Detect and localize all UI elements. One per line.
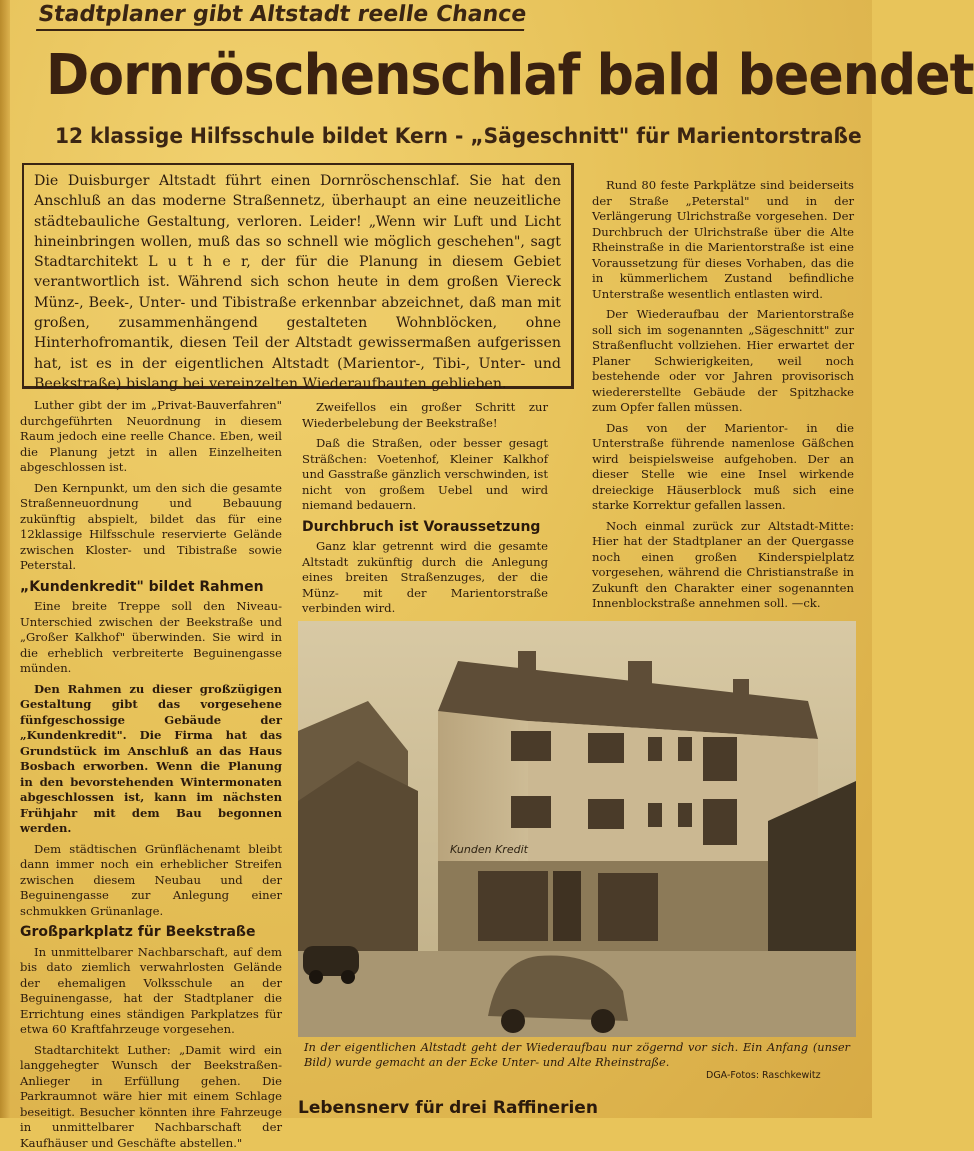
- lead-paragraph: Die Duisburger Altstadt führt einen Dornröschenschlaf. Sie hat den Anschluß an das moderne Straßennetz, überhaupt an eine neuzeitliche städtebauliche Gestaltung, verloren. Leider! „Wenn wir Luft und Licht hineinbringen wollen, muß das so schnell wie möglich geschehen", sagt Stadtarchitekt L u t h e r, der für die Planung in diesem Gebiet verantwortlich ist. Während sich schon heute in dem großen Viereck Münz-, Beek-, Unter- und Tibistraße erkennbar abzeichnet, daß man mit großen, zusammenhängend gestalteten Wohnblöcken, ohne Hinterhofromantik, diesen Teil der Altstadt gewissermaßen aufgerissen hat, ist es in der eigentlichen Altstadt (Marientor-, Tibi-, Unter- und Beekstraße) bislang bei vereinzelten Wiederaufbauten geblieben.: [22, 163, 574, 389]
- paragraph: Das von der Marientor- in die Unterstraße führende namenlose Gäßchen wird beispielsweise aufgehoben. Der an dieser Stelle wie eine Insel wirkende dreieckige Häuserblock muß sich eine starke Korrektur gefallen lassen.: [592, 421, 854, 514]
- paragraph: Der Wiederaufbau der Marientorstraße soll sich im sogenannten „Sägeschnitt" zur Straßenflucht vollziehen. Hier erwartet der Planer Schwierigkeiten, weil noch bestehende oder vor Jahren provisorisch wiedererstellte Gebäude der Spitzhacke zum Opfer fallen müssen.: [592, 307, 854, 416]
- paragraph: Den Rahmen zu dieser großzügigen Gestaltung gibt das vorgesehene fünfgeschossige Gebäude der „Kundenkredit". Die Firma hat das Grundstück im Anschluß an das Haus Bosbach erworben. Wenn die Planung in den bevorstehenden Wintermonaten abgeschlossen ist, kann im nächsten Frühjahr mit dem Bau begonnen werden.: [20, 682, 282, 837]
- section-heading: „Kundenkredit" bildet Rahmen: [20, 580, 282, 596]
- headline: Dornröschenschlaf bald beendet: [46, 44, 790, 108]
- subheadline: 12 klassige Hilfsschule bildet Kern - „Sägeschnitt" für Marientorstraße: [55, 124, 804, 148]
- paragraph: Luther gibt der im „Privat-Bauverfahren" durchgeführten Neuordnung in diesem Raum jedoch eine reelle Chance. Eben, weil die Planung jetzt in allen Einzelheiten abgeschlossen ist.: [20, 398, 282, 476]
- paragraph: Eine breite Treppe soll den Niveau-Unterschied zwischen der Beekstraße und „Großer Kalkhof" überwinden. Sie wird in die erheblich verbreiterte Beguinengasse münden.: [20, 599, 282, 677]
- paragraph: Ganz klar getrennt wird die gesamte Altstadt zukünftig durch die Anlegung eines breiten Straßenzuges, der die Münz- mit der Marientorstraße verbinden wird.: [302, 539, 548, 617]
- section-heading: Großparkplatz für Beekstraße: [20, 925, 282, 941]
- paragraph: Stadtarchitekt Luther: „Damit wird ein langgehegter Wunsch der Beekstraßen-Anlieger in Erfüllung gehen. Die Parkraumnot wäre hier mit einem Schlage beseitigt. Besucher könnten ihre Fahrzeuge in unmittelbarer Nachbarschaft der Kaufhäuser und Geschäfte abstellen.": [20, 1043, 282, 1151]
- column-right: [592, 178, 854, 618]
- paragraph: In unmittelbarer Nachbarschaft, auf dem bis dato ziemlich verwahrlosten Gelände der ehemaligen Volksschule an der Beguinengasse, hat der Stadtplaner die Errichtung eines ständigen Parkplatzes für etwa 60 Kraftfahrzeuge vorgesehen.: [20, 945, 282, 1038]
- paragraph: Zweifellos ein großer Schritt zur Wiederbelebung der Beekstraße!: [302, 400, 548, 431]
- next-article-headline: Lebensnerv für drei Raffinerien: [298, 1098, 598, 1118]
- bold-block: [20, 682, 282, 837]
- photo-image: [298, 621, 856, 1037]
- street-photo: [298, 621, 856, 1037]
- column-middle: [302, 400, 548, 610]
- photo-caption: In der eigentlichen Altstadt geht der Wiederaufbau nur zögernd vor sich. Ein Anfang (unser Bild) wurde gemacht an der Ecke Unter- und Alte Rheinstraße.: [304, 1040, 850, 1070]
- photo-credit: DGA-Fotos: Raschkewitz: [706, 1070, 821, 1081]
- paragraph: Noch einmal zurück zur Altstadt-Mitte: Hier hat der Stadtplaner an der Quergasse noch einen großen Kinderspielplatz vorgesehen, während die Christianstraße in Zukunft den Charakter einer sogenannten Innenblockstraße annehmen soll. —ck.: [592, 519, 854, 612]
- page-edge: [0, 0, 10, 1118]
- shop-sign: Kunden Kredit: [450, 843, 529, 856]
- paragraph: Den Kernpunkt, um den sich die gesamte Straßenneuordnung und Bebauung zukünftig abspielt, bildet das für eine 12klassige Hilfsschule reservierte Gelände zwischen Kloster- und Tibistraße sowie Peterstal.: [20, 481, 282, 574]
- paragraph: Daß die Straßen, oder besser gesagt Sträßchen: Voetenhof, Kleiner Kalkhof und Gasstraße gänzlich verschwinden, ist nicht von großem Uebel und wird niemand bedauern.: [302, 436, 548, 514]
- column-left: [20, 398, 282, 1098]
- kicker: Stadtplaner gibt Altstadt reelle Chance: [36, 2, 528, 31]
- paragraph: Rund 80 feste Parkplätze sind beiderseits der Straße „Peterstal" und in der Verlängerung Ulrichstraße vorgesehen. Der Durchbruch der Ulrichstraße über die Alte Rheinstraße in die Marientorstraße ist eine Voraussetzung für dieses Vorhaben, das die in kümmerlichem Zustand befindliche Unterstraße wesentlich entlasten wird.: [592, 178, 854, 302]
- section-heading: Durchbruch ist Voraussetzung: [302, 520, 548, 536]
- paragraph: Dem städtischen Grünflächenamt bleibt dann immer noch ein erheblicher Streifen zwischen diesem Neubau und der Beguinengasse zur Anlegung einer schmukken Grünanlage.: [20, 842, 282, 920]
